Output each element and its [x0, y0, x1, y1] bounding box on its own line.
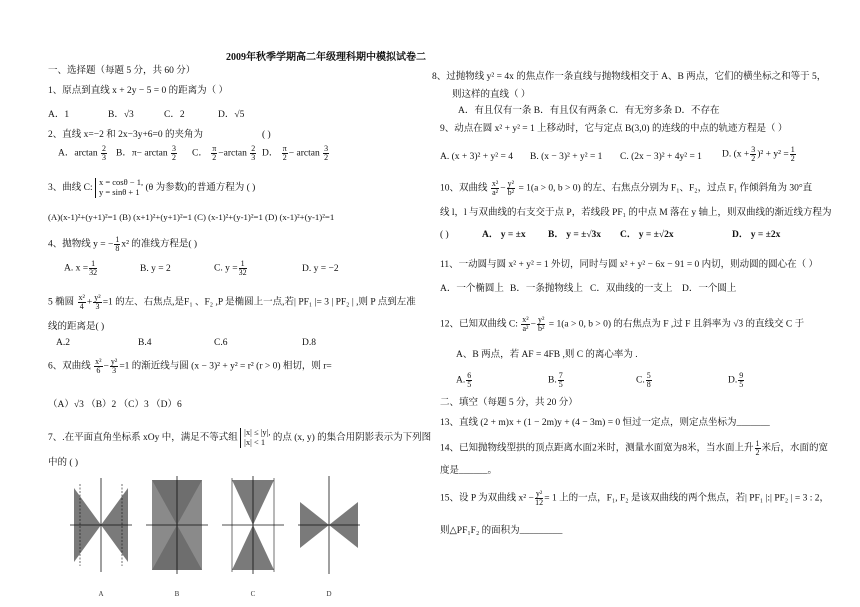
- q7-figure-c: C: [220, 470, 286, 598]
- section-fill-heading: 二、填空（每题 5 分，共 20 分）: [440, 398, 578, 408]
- figure-c-graph: [220, 470, 286, 580]
- q7-figures: [68, 470, 348, 598]
- q7-figure-b: B: [144, 470, 210, 598]
- exam-page: 2009年秋季学期高二年级理科期中模拟试卷二 一、选择题（每题 5 分，共 60 分） 1、原点到直线 x + 2y − 5 = 0 的距离为（ ） A．1 B．√3 C．2 D．√5 2、直线 x=−2 和 2x−3y+6=0 的夹角为 ( ) A．arctan $\frac{2}{3}$ B．π− arctan $\frac{3}{2}$ C． $\frac{\pi}{2}$ −arctan $\frac{2}{3}$ D． $\frac{\pi}{2}$ − arctan $\frac{3}{2}$ 3、曲线 C: x = cosθ − 1, y = sinθ + 1 (θ 为参数)的普通方程为 ( ) (A)(x-1)²+(y+1)²=1 (B) (x+1)²+(y+1)²=1 (C) (x-1)²+(y-1)²=1 (D) (x-1)²+(y-1)²=1 4、抛物线 y = − $\frac{1}{8}$ x² 的准线方程是( ) A. x = $\frac{1}{32}$ B. y = 2 C. y = $\frac{1}{32}$ D. y = −2 5 椭圆 $\frac{\text{x²}}{4}$ + $\frac{\text{y²}}{3}$ =1 的左、右焦点,是F₁ 、F₂ ,P 是椭圆上一点,若| PF₁ |= 3 | PF₂ | ,则 P 点到左准 线的距离是( ) A.2 B.4 C.6 D.8 6、双曲线 $\frac{\text{x²}}{6}$ − $\frac{\text{y²}}{3}$ =1 的渐近线与圆 (x − 3)² + y² = r² (r > 0) 相切，则 r= （A）√3 （B）2 （C）3 （D）6 7、.在平面直角坐标系 xOy 中，满足不等式组 |x| ≤ |y|, |x| < 1 的点 (x, y) 的集合用阴影表示为下列图 中的 ( ) A B C D 8、过抛物线 y² = 4x 的焦点作一条直线与抛物线相交于 A、B 两点，它们的横坐标之和等于 5， 则这样的直线（ ） A．有且仅有一条 B．有且仅有两条 C．有无穷多条 D．不存在 9、动点在圆 x² + y² = 1 上移动时，它与定点 B(3,0) 的连线的中点的轨迹方程是（ ） A. (x + 3)² + y² = 4 B. (x − 3)² + y² = 1 C. (2x − 3)² + 4y² = 1 D. (x + $\frac{3}{2}$ )² + y² = $\frac{1}{2}$ 10、双曲线 $\frac{\text{x²}}{\text{a²}}$ − $\frac{\text{y²}}{\text{b²}}$ = 1(a > 0, b > 0) 的左、右焦点分别为 F₁、F₂，过点 F₁ 作倾斜角为 30°直 线 l，l 与双曲线的右支交于点 P，若线段 PF₁ 的中点 M 落在 y 轴上，则双曲线的渐近线方程为 ( ) A． y = ±x B． y = ±√3x C． y = ±√2x D． y = ±2x 11、一动圆与圆 x² + y² = 1 外切，同时与圆 x² + y² − 6x − 91 = 0 内切，则动圆的圆心在（ ） A．一个椭圆上 B．一条抛物线上 C．双曲线的一支上 D．一个圆上 12、已知双曲线 C: $\frac{\text{x²}}{\text{a²}}$ − $\frac{\text{y²}}{\text{b²}}$ = 1(a > 0, b > 0) 的右焦点为 F ,过 F 且斜率为 √3 的直线交 C 于 A、B 两点，若 AF = 4FB ,则 C 的离心率为 . A. $\frac{6}{5}$ B. $\frac{7}{5}$ C. $\frac{5}{8}$ D. $\frac{9}{5}$ 二、填空（每题 5 分，共 20 分） 13、直线 (2 + m)x + (1 − 2m)y + (4 − 3m) = 0 恒过一定点，则定点坐标为_______ 14、已知抛物线型拱的顶点距离水面2米时，测量水面宽为8米，当水面上升 $\frac{1}{2}$ 米后，水面的宽 度是______。 15、设 P 为双曲线 x² − $\frac{\text{y²}}{12}$ = 1 上的一点，F₁, F₂ 是该双曲线的两个焦点，若| PF₁ |:| PF₂ | = 3 : 2， 则△PF₁F₂ 的面积为_________: [48, 52, 832, 598]
- q7-figure-d: D: [296, 470, 362, 598]
- section-choice-heading: 一、选择题（每题 5 分，共 60 分）: [48, 66, 196, 76]
- exam-title: 2009年秋季学期高二年级理科期中模拟试卷二: [226, 52, 426, 63]
- figure-a-graph: [68, 470, 134, 580]
- q7-figure-a: A: [68, 470, 134, 598]
- question-13: 13、直线 (2 + m)x + (1 − 2m)y + (4 − 3m) = 0 恒过一定点，则定点坐标为_______: [440, 418, 770, 428]
- figure-d-graph: [296, 470, 362, 580]
- figure-b-graph: [144, 470, 210, 580]
